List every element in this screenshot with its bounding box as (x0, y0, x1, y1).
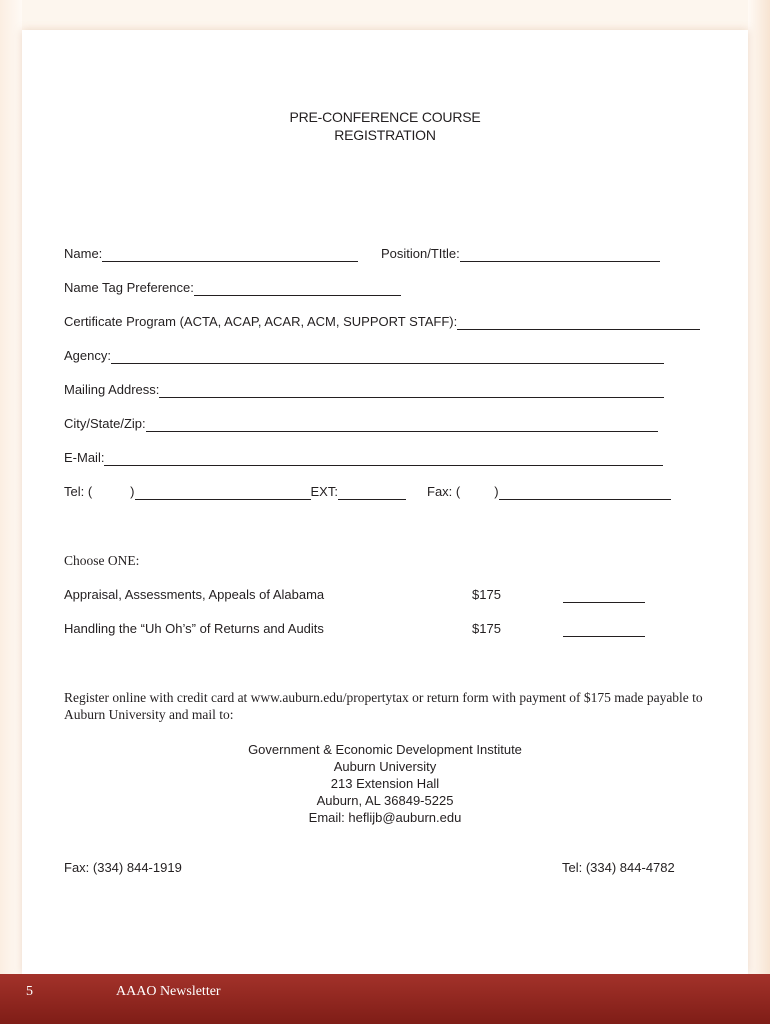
option-1-checkbox-line[interactable] (563, 587, 645, 603)
mailing-field[interactable] (159, 385, 664, 398)
option-1-name: Appraisal, Assessments, Appeals of Alabama (64, 587, 325, 602)
fax-label: Fax: ( (427, 484, 461, 499)
city-row (64, 416, 658, 432)
footer-band (0, 974, 770, 1024)
email-label: E-Mail: (64, 450, 105, 465)
title-line-2: REGISTRATION (334, 127, 436, 143)
city-label: City/State/Zip: (64, 416, 146, 431)
email-field[interactable] (104, 453, 663, 466)
address-line-3: 213 Extension Hall (330, 776, 440, 791)
agency-label: Agency: (64, 348, 111, 363)
tel-field[interactable] (135, 487, 311, 500)
tel-row (64, 484, 406, 500)
name-tag-field[interactable] (194, 283, 401, 296)
option-2-name: Handling the “Uh Oh’s” of Returns and Audits (64, 621, 324, 636)
certificate-field[interactable] (457, 317, 700, 330)
city-field[interactable] (146, 419, 658, 432)
contact-fax: Fax: (334) 844-1919 (64, 860, 182, 875)
mailing-label: Mailing Address: (64, 382, 160, 397)
tel-label: Tel: ( (64, 484, 93, 499)
option-2-checkbox-line[interactable] (563, 621, 645, 637)
name-field[interactable] (102, 249, 358, 262)
fax-field[interactable] (499, 487, 671, 500)
option-2-price: $175 (472, 621, 501, 636)
mailing-row (64, 382, 664, 398)
position-field[interactable] (460, 249, 660, 262)
address-line-4: Auburn, AL 36849-5225 (316, 793, 454, 808)
position-row (381, 246, 660, 262)
tel-paren: ) (130, 484, 135, 499)
page-edge-right (748, 0, 770, 974)
name-label: Name: (64, 246, 103, 261)
fax-paren: ) (494, 484, 499, 499)
title-line-1: PRE-CONFERENCE COURSE (289, 109, 481, 125)
agency-row (64, 348, 664, 364)
name-tag-row (64, 280, 401, 296)
position-label: Position/TItle: (381, 246, 460, 261)
certificate-label: Certificate Program (ACTA, ACAP, ACAR, ACM, SUPPORT STAFF): (64, 314, 458, 329)
address-email: Email: heflijb@auburn.edu (308, 810, 462, 825)
fax-row (427, 484, 671, 500)
contact-tel: Tel: (334) 844-4782 (562, 860, 675, 875)
name-tag-label: Name Tag Preference: (64, 280, 194, 295)
page-number: 5 (26, 984, 33, 999)
page-edge-left (0, 0, 22, 974)
certificate-row (64, 314, 700, 330)
page-title (0, 108, 770, 144)
instructions-text: Register online with credit card at www.auburn.edu/propertytax or return form with payment of $175 made payable to Auburn University and mail to: (64, 690, 703, 722)
address-line-1: Government & Economic Development Institute (248, 742, 522, 757)
publication-name: AAAO Newsletter (116, 984, 221, 999)
ext-field[interactable] (338, 487, 406, 500)
email-row (64, 450, 663, 466)
choose-heading: Choose ONE: (64, 553, 140, 568)
document-page (22, 30, 748, 974)
option-1-price: $175 (472, 587, 501, 602)
agency-field[interactable] (111, 351, 664, 364)
name-row (64, 246, 358, 262)
ext-label: EXT: (310, 484, 338, 499)
address-line-2: Auburn University (333, 759, 437, 774)
mailing-address-block (0, 741, 770, 826)
